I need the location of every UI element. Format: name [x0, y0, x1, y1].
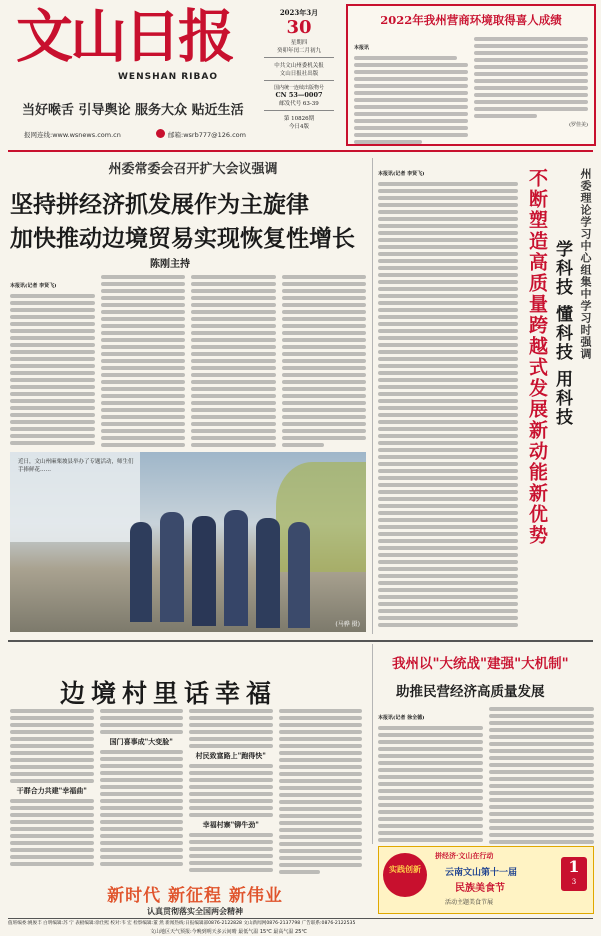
ad-banner[interactable] [378, 846, 594, 914]
lead-title-2[interactable]: 加快推动边境贸易实现恢复性增长 [10, 225, 355, 252]
ad-day-badge: 1 3 [561, 857, 587, 891]
top-story-author: (罗佳美) [569, 122, 588, 128]
date-block [258, 8, 340, 144]
ad-left-badge: 实践创新 [383, 853, 427, 897]
subhead-1: 干群合力共建"幸福曲" [16, 786, 87, 795]
ad-line-3: 民族美食节 [455, 883, 505, 894]
feature-source: 本报讯(记者 李贤飞) [378, 171, 425, 177]
date-weekday: 星期四 [290, 40, 308, 46]
bottom-right-body [378, 704, 594, 844]
publisher: 中共文山州委机关报 [274, 63, 324, 69]
cn-number: CN 53—0007 [275, 91, 323, 99]
issue-number: 第 10826期 [283, 116, 315, 122]
date-lunar: 癸卯年闰二月初九 [276, 48, 321, 54]
website-text[interactable]: 报网连线:www.wsnews.com.cn [24, 131, 121, 139]
bottom-left-title[interactable]: 边境村里话幸福 [60, 679, 278, 708]
lead-chair: 陈刚主持 [150, 259, 190, 270]
org: 文山日报社出版 [279, 71, 319, 77]
newspaper-name: 文山日报 [16, 3, 232, 70]
subhead-4: 幸福村寨"铆牛劲" [202, 820, 259, 829]
top-story-box[interactable] [346, 4, 596, 146]
footer-weather: 文山地区天气预报:今晚到明天多云间晴 最低气温 15℃ 最高气温 25℃ [150, 929, 308, 935]
photo-caption: 近日，文山州麻栗坡县举办了专题活动，师生们手捧鲜花…… [18, 459, 134, 473]
feature-body [378, 160, 518, 630]
footer-credits: 值班编委:姚俊丰 白明编辑:苏 宁 表板编辑:徐仕熙 校对:韦 宏 检察编辑:董 然 新闻热线:日报编辑部0876-2122828 文山新闻网0876-2137798 广告联系:0876-2122535 [8, 921, 356, 926]
photo-credit: (马骅 摄) [335, 621, 360, 628]
feature-kicker: 州委理论学习中心组集中学习时强调 [579, 168, 592, 360]
banner-sub: 认真贯彻落实全国两会精神 [147, 906, 243, 916]
masthead-slogan: 当好喉舌 引导舆论 服务大众 贴近生活 [22, 103, 244, 118]
bottom-left-body [10, 706, 362, 884]
bottom-right-source: 本报讯(记者 徐全德) [378, 715, 425, 721]
slogan-banner[interactable] [80, 886, 310, 916]
cn-label: 国内统一连续出版物号 [273, 85, 324, 91]
email-icon [156, 129, 165, 138]
postal-code: 邮发代号 63-39 [279, 101, 319, 107]
masthead-logo [16, 3, 248, 76]
bottom-right-title-1[interactable]: 我州以"大统战"建强"大机制" [392, 656, 569, 672]
bottom-right-title-2[interactable]: 助推民营经济高质量发展 [396, 684, 545, 700]
banner-text: 新时代 新征程 新伟业 [107, 886, 283, 906]
ad-line-4: 活动主题美食节展 [445, 899, 494, 906]
lead-title-1[interactable]: 坚持拼经济抓发展作为主旋律 [10, 191, 309, 218]
newspaper-pinyin: WENSHAN RIBAO [118, 72, 219, 82]
ad-line-1: 拼经济·文山在行动 [435, 851, 494, 860]
feature-title-1[interactable]: 学科技 懂科技 用科技 [552, 240, 572, 427]
top-story-source: 本报讯 [354, 45, 370, 51]
subhead-2: 国门喜事成"大变脸" [109, 737, 173, 746]
page-count: 今日4版 [289, 124, 309, 130]
date-year-month: 2023年3月 [279, 8, 319, 17]
lead-source: 本报讯(记者 李贤飞) [10, 283, 57, 289]
ad-line-2: 云南文山第十一届 [445, 868, 518, 878]
lead-kicker: 州委常委会召开扩大会议强调 [108, 162, 278, 177]
email-text[interactable]: 邮箱:wsrb777@126.com [168, 131, 246, 139]
feature-title-2[interactable]: 不断塑造高质量跨越式发展新动能新优势 [526, 168, 548, 546]
top-story-title: 2022年我州营商环境取得喜人成绩 [380, 13, 562, 27]
subhead-3: 村民致富路上"跑得快" [195, 751, 266, 760]
date-day: 30 [286, 17, 312, 38]
lead-body [10, 272, 366, 447]
lead-photo[interactable] [10, 452, 366, 632]
